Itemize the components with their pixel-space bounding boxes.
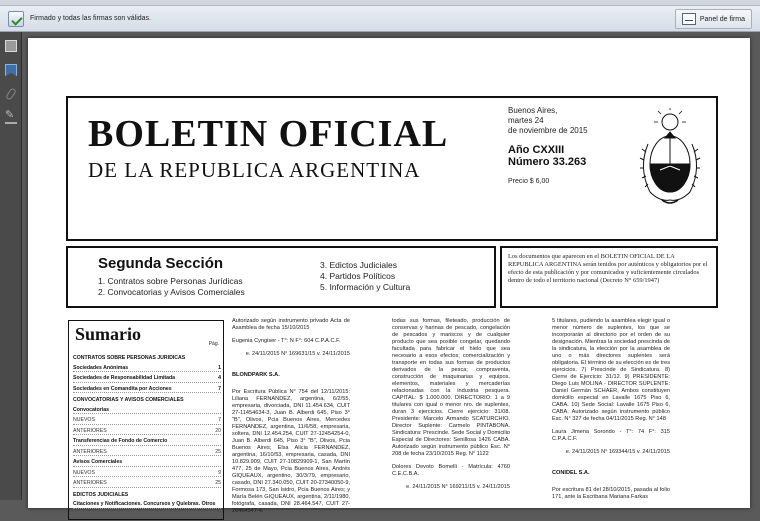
signature-panel-icon [682, 13, 696, 25]
signature-panel-label: Panel de firma [699, 15, 745, 23]
coat-of-arms-icon [634, 108, 706, 208]
sumario-row[interactable]: CONTRATOS SOBRE PERSONAS JURIDICAS [73, 355, 186, 361]
section-item: 2. Convocatorias y Avisos Comerciales [98, 287, 245, 297]
paragraph: todas sus formas, fileteado, producción de conservas y harinas de pescado, congelación de pescados y mariscos y de cualquier producto que sea posible congelar, quedando facultada para fabricar el hielo que sea necesario a esos efectos; comercialización y transporte en todas sus formas de productos derivados de la pesca; compraventa, construcción de maquinarias y equipos, elementos, materiales y mercaderías relacionadas con la industria pesquera. CAPITAL: $ 1.000.000. DIRECTORIO: 1 a 9 titulares con igual o menor nro. de suplentes, duran 3 ejercicios. Cierre ejercicio: 31/08. Presidente: Marcelo Armando SCATURCHIO. Director Suplente: Carmelo PINTABONA. Sindicatura: Prescinde. Sede Social y Domicilio Especial de Directores: Senillosa 1426 CABA. Autorizado según instrumento público Esc. N° 208 de fecha 23/10/2015 Reg. N° 1122 [392, 318, 510, 457]
sumario-row[interactable]: Sociedades de Responsabilidad Limitada 4 [73, 375, 221, 381]
pdf-page [28, 38, 750, 514]
section-list-left [98, 276, 245, 298]
masthead [66, 96, 718, 241]
sumario-row[interactable]: Citaciones y Notificaciones. Concursos y Quiebras. Otros [73, 501, 221, 509]
date-line-2: martes 24 [508, 116, 544, 125]
text-column-2 [392, 318, 510, 497]
document-viewport[interactable] [23, 32, 760, 514]
section-box [66, 246, 496, 308]
masthead-info [508, 106, 628, 185]
sumario-row[interactable]: Transferencias de Fondo de Comercio [73, 438, 221, 446]
year-label: Año CXXIII [508, 144, 565, 156]
sumario-row[interactable]: NUEVOS 9 [73, 469, 221, 476]
sumario-box [68, 320, 224, 520]
signature-bar [0, 6, 760, 32]
sumario-row[interactable]: ANTERIORES 25 [73, 480, 221, 486]
paragraph: 5 titulares, pudiendo la asamblea elegir igual o menor número de suplentes, los que se incorporarán al directorio por el orden de su designación. Mientras la sociedad prescinda de la sindicatura, la elección por la asamblea de uno o más directores suplentes será obligatoria. El término de su elección es de tres ejercicios. 7) Prescinde de Sindicatura. 8) Cierre de Ejercicio: 31/12. 9) PRESIDENTE: Diego Luis MOLINA - DIRECTOR SUPLENTE: Daniel Germán SCHAER, Ambos constituyen domicilio especial en Lavalle 1675 Piso 6, CABA. 10) Sede Social: Lavalle 1675 Piso 6, CABA. Autorizado según instrumento público Esc. N° 327 de fecha 04/11/2015 Reg. N° 148 [552, 318, 670, 422]
entry-title: BLONDPARK S.A. [232, 372, 280, 378]
sumario-title: Sumario [75, 324, 142, 344]
signature-icon[interactable] [5, 112, 17, 124]
paragraph: Dolores Devoto Bomelli - Matrícula: 4760 C.E.C.B.A. [392, 464, 510, 477]
signature-valid-icon [8, 11, 24, 27]
publication-ref: e. 24/11/2015 N° 169211/15 v. 24/11/2015 [406, 484, 510, 490]
pages-icon[interactable] [5, 40, 17, 52]
navigation-sidebar [0, 32, 22, 500]
paragraph: Autorizado según instrumento privado Acta de Asamblea de fecha 15/10/2015 [232, 318, 350, 331]
sumario-row[interactable]: Avisos Comerciales [73, 459, 221, 467]
paragraph: Por escritura 81 del 28/10/2015, pasada al folio 171, ante la Escribana Mariana Farkas [552, 487, 670, 500]
sumario-row[interactable]: ANTERIORES 20 [73, 427, 221, 434]
date-line-1: Buenos Aires, [508, 106, 558, 115]
price-label: Precio $ 6,00 [508, 178, 550, 185]
attachment-icon[interactable] [5, 87, 17, 100]
sumario-row[interactable]: Sociedades en Comandita por Acciones 7 [73, 385, 221, 392]
legal-notice: Los documentos que aparecen en el BOLETIN OFICIAL DE LA REPUBLICA ARGENTINA serán tenidos por auténticos y obligatorios por el efecto de esta publicación y por comunicados y suficientemente circulados dentro de todo el territorio nacional (Decreto N° 659/1947) [500, 246, 718, 308]
paragraph: Por Escritura Pública N° 754 del 12/11/2015: Liliana FERNANDEZ, argentina, 6/2/55, empresaria, divorciada, DNI 11.454.634, CUIT 27-11454634-3, Juan B. Alberdi 645, Piso 3° "B", Olivos, Pcia Buenos Aires, Mercedes FERNANDEZ, argentina, 11/6/58, empresaria, soltera, DNI 12.454.254, CUIT 27-12454254-0, Juan B. Alberdi 645, Piso 3° "B", Olivos, Pcia Buenos Aires; Elsa Alicia FERNANDEZ, argentina, 16/10/53, empresaria, casada, DNI 10.829.909, CUIT 27-10829909-1, San Martín 477, 25 de Mayo, Pcia Buenos Aires, Andrés GIQUEAUX, argentino, 30/3/79, empresario, casado, DNI 27.340.050, CUIT 20-27340050-9, Formosa 173, San Isidro, Pcia Buenos Aires; y María Belén GIQUEAUX, argentina, 2/11/1980, fotógrafa, casada, DNI 28.464.547, CUIT 27-28464547-4. [232, 389, 350, 514]
section-item: 5. Información y Cultura [320, 282, 411, 292]
sumario-row[interactable]: Convocatorias [73, 407, 221, 415]
sumario-row[interactable]: Sociedades Anónimas 1 [73, 364, 221, 371]
section-title: Segunda Sección [98, 255, 224, 272]
signature-panel-button[interactable] [675, 9, 752, 29]
sumario-row[interactable]: EDICTOS JUDICIALES [73, 491, 129, 498]
paragraph: Laura Jimena Sorondo - T°: 74 F°: 315 C.P.A.C.F. [552, 429, 670, 442]
signature-status-text: Firmado y todas las firmas son válidas. [30, 15, 151, 22]
sumario-row[interactable]: CONVOCATORIAS Y AVISOS COMERCIALES [73, 397, 184, 403]
sumario-row[interactable]: ANTERIORES 25 [73, 448, 221, 455]
section-list-right [320, 260, 410, 293]
publication-ref: e. 24/11/2015 N° 169631/15 v. 24/11/2015 [245, 351, 350, 357]
section-item: 4. Partidos Políticos [320, 271, 396, 281]
section-item: 1. Contratos sobre Personas Jurídicas [98, 276, 243, 286]
entry-title: CONIDEL S.A. [552, 470, 590, 476]
date-line-3: de noviembre de 2015 [508, 126, 588, 135]
sumario-list [73, 351, 221, 512]
issue-number: Número 33.263 [508, 156, 587, 168]
text-column-1 [232, 318, 350, 521]
text-column-3 [552, 318, 670, 507]
sumario-page-label: Pág. [208, 341, 219, 347]
masthead-title: BOLETIN OFICIAL [88, 113, 449, 155]
publication-ref: e. 24/11/2015 N° 169344/15 v. 24/11/2015 [565, 449, 670, 455]
section-item: 3. Edictos Judiciales [320, 260, 398, 270]
paragraph: Eugenia Cyngiser - T°: N F°: 604 C.P.A.C.F. [232, 338, 341, 344]
bookmark-icon[interactable] [5, 64, 17, 76]
sumario-row[interactable]: NUEVOS 7 [73, 417, 221, 423]
masthead-subtitle: DE LA REPUBLICA ARGENTINA [88, 158, 421, 182]
